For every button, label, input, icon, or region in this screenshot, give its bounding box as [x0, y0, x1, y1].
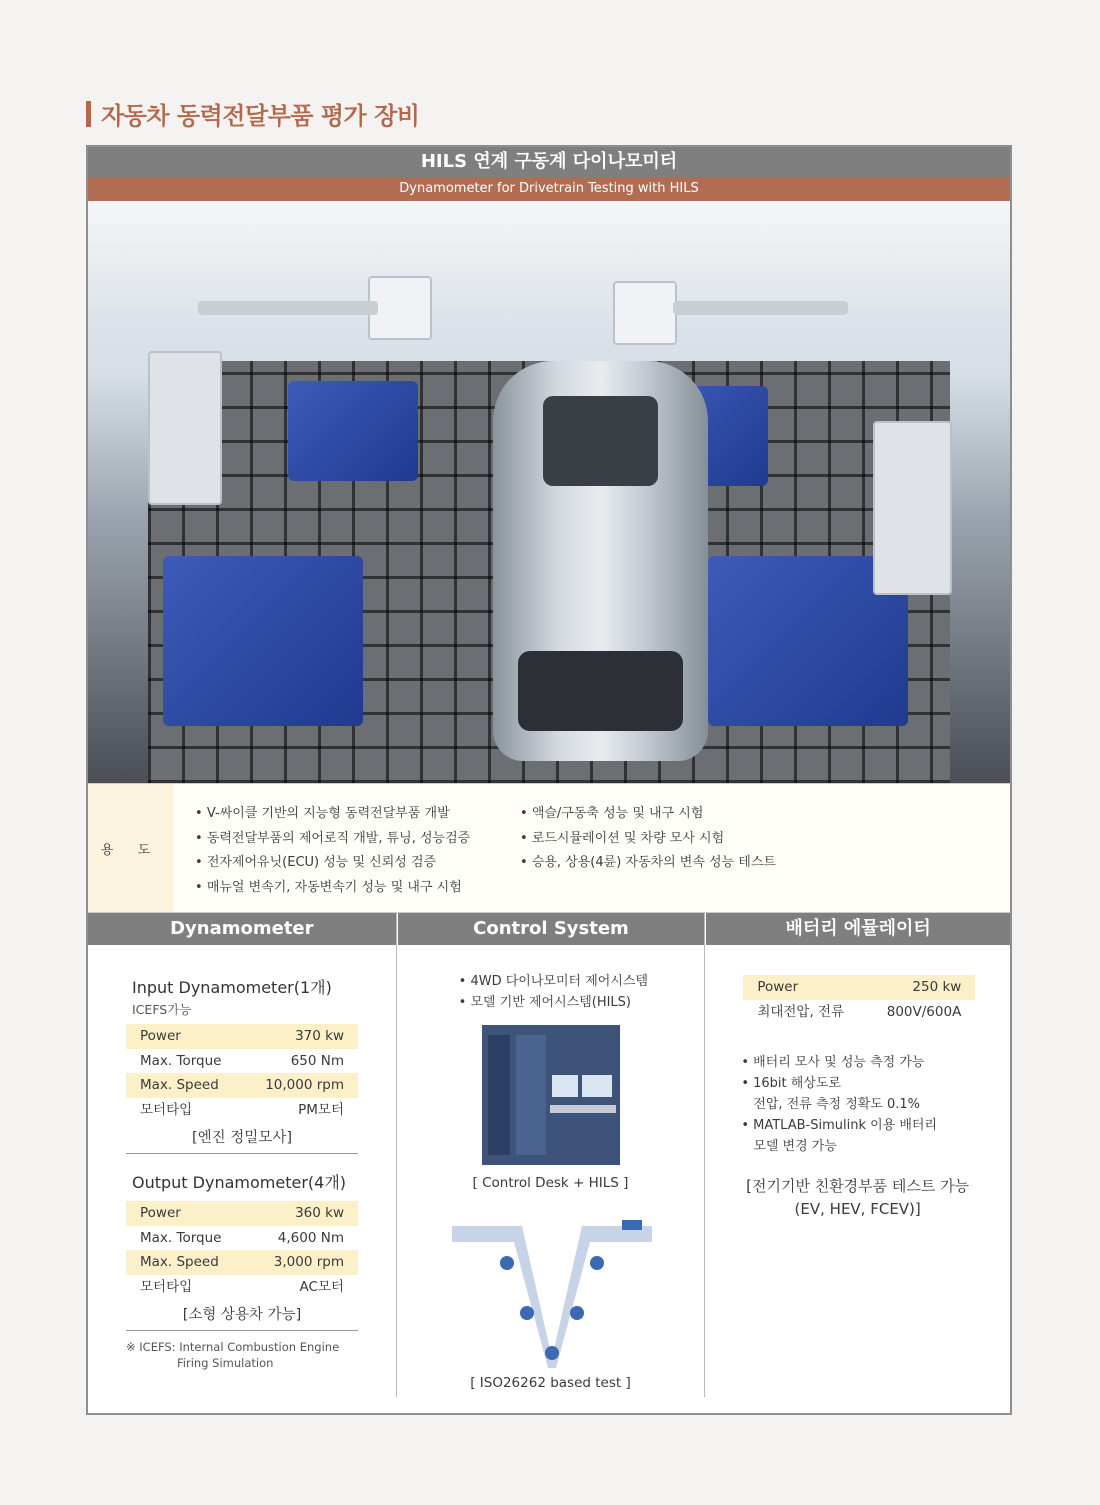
spec-key: Max. Speed — [140, 1254, 219, 1270]
battery-feature: • MATLAB-Simulink 이용 배터리 — [741, 1115, 1010, 1136]
battery-feature-cont: 모델 변경 가능 — [753, 1139, 837, 1154]
usage-section — [88, 783, 1010, 912]
control-desk-photo — [482, 1025, 620, 1165]
spec-key: 모터타입 — [140, 1278, 193, 1295]
photo-dyno-front-left — [288, 381, 418, 481]
spec-key: 최대전압, 전류 — [757, 1003, 845, 1020]
spec-key: Power — [140, 1028, 181, 1044]
usage-item: • V-싸이클 기반의 지능형 동력전달부품 개발 — [195, 802, 520, 827]
photo-arm-left — [198, 301, 378, 315]
control-item: • 4WD 다이나모미터 제어시스템 — [459, 971, 705, 992]
battery-emulator-column — [705, 913, 1010, 1397]
spec-value: 250 kw — [912, 979, 962, 995]
spec-value: 370 kw — [295, 1028, 344, 1044]
spec-row — [126, 1024, 358, 1049]
spec-value: 650 Nm — [290, 1052, 344, 1069]
spec-key: Power — [757, 979, 799, 995]
battery-feature-cont: 전압, 전류 측정 정확도 0.1% — [753, 1097, 921, 1112]
usage-list-right — [520, 802, 776, 912]
v-cycle-diagram — [452, 1218, 652, 1368]
battery-features — [741, 1052, 1010, 1157]
input-dyno-note: [엔진 정밀모사] — [126, 1122, 358, 1154]
dynamometer-column — [88, 913, 397, 1397]
page-title-text: 자동차 동력전달부품 평가 장비 — [101, 102, 420, 130]
spec-key: 모터타입 — [140, 1101, 193, 1118]
usage-item: • 동력전달부품의 제어로직 개발, 튜닝, 성능검증 — [195, 827, 520, 852]
spec-key: Max. Torque — [140, 1229, 222, 1246]
photo-cabinet-left — [148, 351, 222, 505]
battery-specs — [743, 975, 975, 1024]
spec-value: 4,600 Nm — [277, 1229, 344, 1246]
panel-subtitle: Dynamometer for Drivetrain Testing with HILS — [88, 177, 1010, 201]
spec-row — [126, 1250, 358, 1275]
control-system-column — [397, 913, 706, 1397]
panel-title: HILS 연계 구동계 다이나모미터 — [88, 147, 1010, 177]
usage-item: • 로드시뮬레이션 및 차량 모사 시험 — [520, 827, 776, 852]
dynamometer-header: Dynamometer — [88, 913, 396, 945]
battery-feature: • 16bit 해상도로 — [741, 1073, 1010, 1094]
spec-value: 360 kw — [295, 1205, 344, 1221]
output-dyno-note: [소형 상용차 가능] — [126, 1299, 358, 1331]
photo-dyno-rear-left — [163, 556, 363, 726]
photo-cabinet-right — [873, 421, 952, 595]
spec-value: PM모터 — [298, 1101, 344, 1118]
battery-feature: • 배터리 모사 및 성능 측정 가능 — [741, 1052, 1010, 1073]
control-system-header: Control System — [397, 913, 705, 945]
output-dyno-specs — [126, 1201, 358, 1299]
spec-key: Max. Speed — [140, 1077, 219, 1093]
output-dyno-title: Output Dynamometer(4개) — [132, 1173, 347, 1192]
spec-row — [743, 975, 975, 1000]
control-system-list — [459, 971, 705, 1013]
spec-row — [126, 1226, 358, 1251]
spec-key: Power — [140, 1205, 181, 1221]
footnote-line: Firing Simulation — [177, 1356, 274, 1370]
photo-arm-right — [673, 301, 848, 315]
spec-key: Max. Torque — [140, 1052, 222, 1069]
usage-label: 용 도 — [88, 784, 173, 912]
spec-row — [743, 1000, 975, 1025]
icefs-footnote — [126, 1339, 396, 1371]
spec-value: 10,000 rpm — [265, 1077, 344, 1093]
spec-value: 800V/600A — [886, 1003, 962, 1020]
photo-sensor-box-right — [613, 281, 677, 345]
control-item: • 모델 기반 제어시스템(HILS) — [459, 992, 705, 1013]
equipment-panel — [86, 145, 1012, 1415]
spec-value: 3,000 rpm — [273, 1254, 344, 1270]
battery-note — [705, 1175, 1010, 1221]
spec-row — [126, 1201, 358, 1226]
battery-emulator-header: 배터리 에뮬레이터 — [705, 913, 1010, 945]
usage-item: • 전자제어유닛(ECU) 성능 및 신뢰성 검증 — [195, 851, 520, 876]
spec-row — [126, 1073, 358, 1098]
iso-caption: [ ISO26262 based test ] — [470, 1375, 631, 1391]
spec-row — [126, 1275, 358, 1300]
input-dyno-specs — [126, 1024, 358, 1122]
footnote-line: ※ ICEFS: Internal Combustion Engine — [126, 1340, 340, 1354]
photo-car-rear-window — [518, 651, 683, 731]
usage-item: • 승용, 상용(4륜) 자동차의 변속 성능 테스트 — [520, 851, 776, 876]
title-accent-bar — [86, 101, 91, 127]
input-dyno-title: Input Dynamometer(1개) — [132, 978, 332, 997]
control-desk-caption: [ Control Desk + HILS ] — [472, 1175, 629, 1191]
spec-row — [126, 1049, 358, 1074]
photo-car-sunroof — [543, 396, 658, 486]
page-title — [86, 96, 419, 131]
spec-value: AC모터 — [299, 1278, 344, 1295]
spec-row — [126, 1098, 358, 1123]
usage-item: • 매뉴얼 변속기, 자동변속기 성능 및 내구 시험 — [195, 876, 520, 901]
battery-note-line: [전기기반 친환경부품 테스트 가능 — [746, 1177, 970, 1195]
spec-columns — [88, 912, 1010, 1397]
battery-note-line: (EV, HEV, FCEV)] — [794, 1200, 921, 1218]
usage-list-left — [195, 802, 520, 912]
dynamometer-photo — [88, 201, 1010, 783]
input-dyno-sub: ICEFS가능 — [132, 1002, 192, 1017]
usage-item: • 액슬/구동축 성능 및 내구 시험 — [520, 802, 776, 827]
